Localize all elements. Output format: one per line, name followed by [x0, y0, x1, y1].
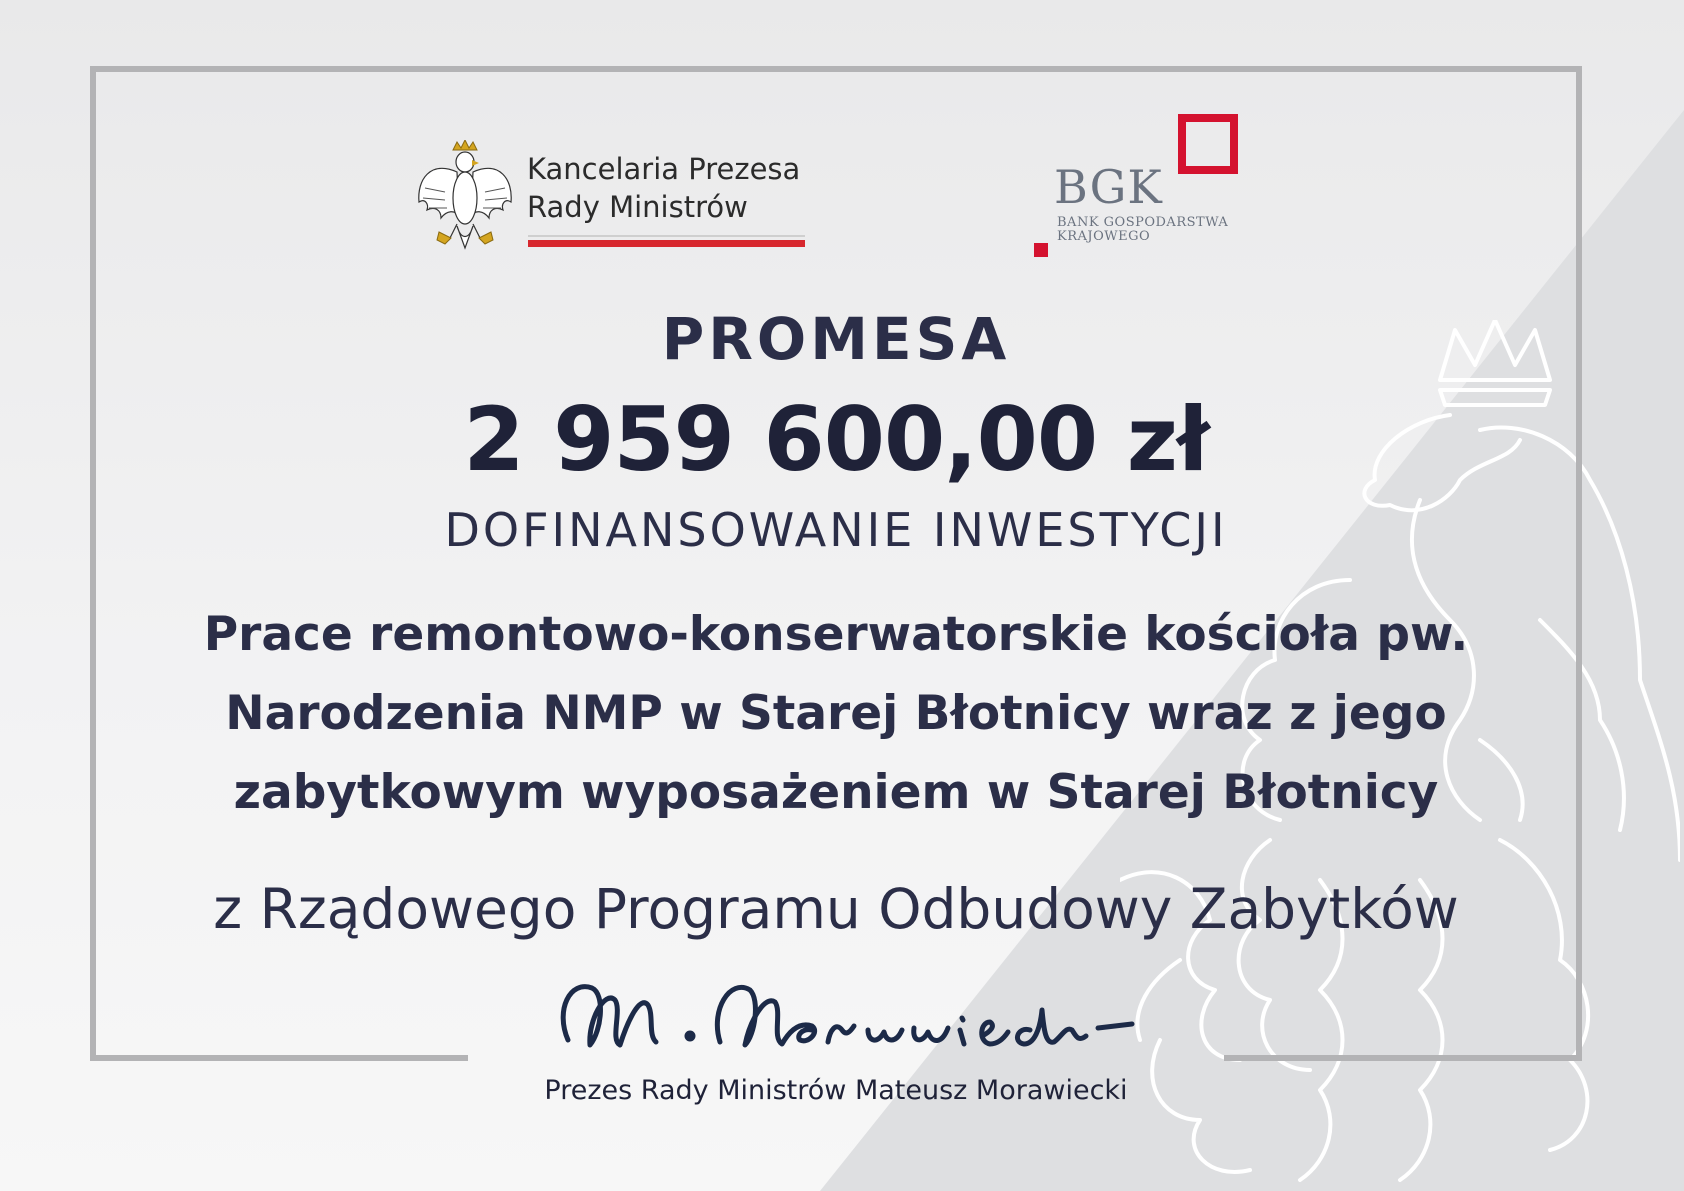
promesa-heading: PROMESA — [661, 305, 1011, 373]
kprm-name — [527, 150, 800, 226]
title-line-2: Narodzenia NMP w Starej Błotnicy wraz z jego — [225, 686, 1447, 741]
title-line-1: Prace remontowo-konserwatorskie kościoła pw. — [203, 607, 1469, 662]
kprm-line1: Kancelaria Prezesa — [527, 152, 801, 186]
kprm-line2: Rady Ministrów — [527, 190, 748, 224]
bgk-sub-line2: KRAJOWEGO — [1057, 229, 1151, 244]
bgk-letters: BGK — [1054, 160, 1163, 214]
signature-icon — [550, 970, 1140, 1070]
frame-right — [1576, 66, 1582, 1061]
kprm-divider-red — [528, 240, 805, 247]
title-line-3: zabytkowym wyposażeniem w Starej Błotnicy — [233, 765, 1439, 820]
bgk-small-square-icon — [1034, 243, 1048, 257]
bgk-subtitle — [1057, 216, 1228, 244]
polish-eagle-icon — [415, 140, 515, 250]
kprm-divider-grey — [528, 235, 805, 237]
amount: 2 959 600,00 zł — [463, 388, 1209, 491]
frame-bottom-right — [1224, 1055, 1582, 1061]
frame-bottom-left — [90, 1055, 468, 1061]
bgk-square-icon — [1178, 114, 1238, 174]
investment-title — [96, 595, 1576, 832]
signer-caption: Prezes Rady Ministrów Mateusz Morawiecki — [544, 1075, 1128, 1106]
subtitle: DOFINANSOWANIE INWESTYCJI — [444, 503, 1228, 557]
kprm-logo — [415, 138, 815, 258]
frame-top — [90, 66, 1582, 72]
program-name: z Rządowego Programu Odbudowy Zabytków — [213, 877, 1459, 941]
bgk-sub-line1: BANK GOSPODARSTWA — [1057, 215, 1229, 230]
bgk-logo — [1030, 110, 1250, 260]
